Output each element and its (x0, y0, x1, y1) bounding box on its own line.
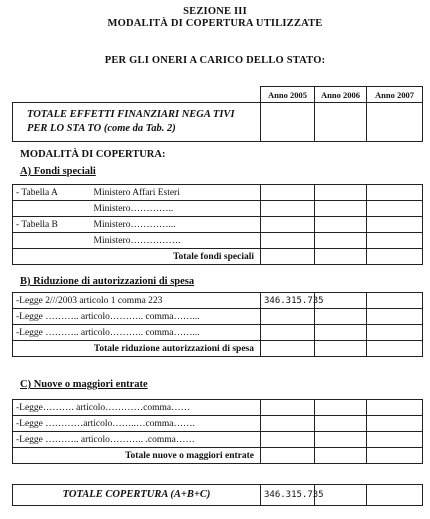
value-cell (367, 309, 423, 325)
effetti-label: TOTALE EFFETTI FINANZIARI NEGA TIVI PER LO STA TO (come da Tab. 2) (13, 103, 261, 142)
legge-row-label: -Legge …………articolo……..…comma……. (13, 416, 261, 432)
value-cell: 346.315.735 (261, 293, 315, 309)
section-b-total: Totale riduzione autorizzazioni di spesa (13, 341, 261, 357)
table-label: - Tabella B (13, 217, 91, 233)
section-a-table (12, 184, 423, 265)
value-cell (261, 400, 315, 416)
modalita-heading: MODALITÀ DI COPERTURA: (20, 149, 166, 160)
section-c-total: Totale nuove o maggiori entrate (13, 448, 261, 464)
ministero-label: Ministero…………... (91, 217, 261, 233)
value-cell (367, 341, 423, 357)
value-cell (315, 103, 367, 142)
value-cell (315, 416, 367, 432)
value-cell (261, 341, 315, 357)
value-cell (315, 249, 367, 265)
value-cell (261, 201, 315, 217)
table-label (13, 233, 91, 249)
totale-copertura-label: TOTALE COPERTURA (A+B+C) (13, 485, 261, 506)
value-cell (315, 400, 367, 416)
value-cell (261, 416, 315, 432)
value-cell (261, 103, 315, 142)
year-header: Anno 2005 (261, 87, 315, 103)
value-cell (315, 201, 367, 217)
value-cell (315, 185, 367, 201)
empty-corner (13, 87, 261, 103)
legge-row-label: -Legge ……….. articolo……….. comma……... (13, 325, 261, 341)
ministero-label: Ministero Affari Esteri (91, 185, 261, 201)
value-cell (315, 309, 367, 325)
section-number: SEZIONE III (183, 6, 247, 17)
value-cell (315, 448, 367, 464)
document-subtitle: PER GLI ONERI A CARICO DELLO STATO: (104, 55, 326, 66)
value-cell (367, 448, 423, 464)
value-cell (367, 325, 423, 341)
section-b-table (12, 292, 423, 357)
legge-row-label: -Legge ……….. articolo……….. .comma…… (13, 432, 261, 448)
value-cell (261, 448, 315, 464)
value-cell (367, 233, 423, 249)
legge-row-label: -Legge ……….. articolo……….. comma……... (13, 309, 261, 325)
value-cell (367, 185, 423, 201)
section-b-title: B) Riduzione di autorizzazioni di spesa (20, 276, 195, 287)
ministero-label: Ministero……………. (91, 233, 261, 249)
value-cell (315, 233, 367, 249)
value-cell (315, 432, 367, 448)
value-cell (367, 432, 423, 448)
value-cell (261, 325, 315, 341)
value-cell (261, 309, 315, 325)
document-title: MODALITÀ DI COPERTURA UTILIZZATE (107, 18, 323, 29)
value-cell (315, 325, 367, 341)
value-cell (261, 233, 315, 249)
value-cell (367, 249, 423, 265)
value-cell (367, 416, 423, 432)
value-cell (261, 217, 315, 233)
value-cell (367, 400, 423, 416)
section-a-title: A) Fondi speciali (20, 166, 96, 177)
value-cell (261, 432, 315, 448)
value-cell (367, 217, 423, 233)
table-label: - Tabella A (13, 185, 91, 201)
section-c-table (12, 399, 423, 464)
effetti-table (12, 86, 423, 142)
section-c-title: C) Nuove o maggiori entrate (20, 379, 148, 390)
table-label (13, 201, 91, 217)
value-cell (261, 249, 315, 265)
value-cell: 346.315.735 (261, 485, 315, 506)
year-header: Anno 2006 (315, 87, 367, 103)
legge-row-label: -Legge 2///2003 articolo 1 comma 223 (13, 293, 261, 309)
value-cell (261, 185, 315, 201)
value-cell (367, 485, 423, 506)
value-cell (315, 217, 367, 233)
ministero-label: Ministero………….. (91, 201, 261, 217)
value-cell (367, 293, 423, 309)
value-cell (367, 103, 423, 142)
value-cell (367, 201, 423, 217)
year-header: Anno 2007 (367, 87, 423, 103)
legge-row-label: -Legge………. articolo…………comma…… (13, 400, 261, 416)
section-a-total: Totale fondi speciali (13, 249, 261, 265)
value-cell (315, 341, 367, 357)
totale-table (12, 484, 423, 506)
